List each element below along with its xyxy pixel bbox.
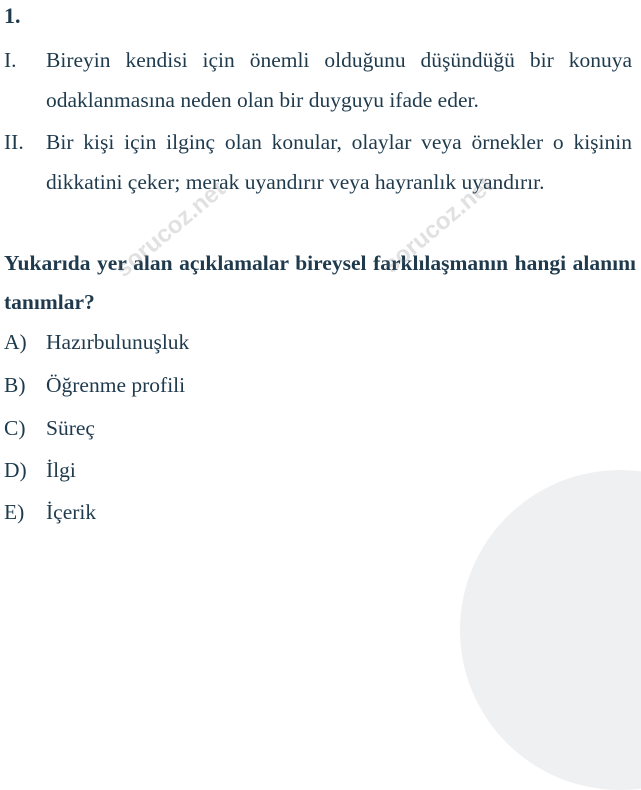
option-c-text: Süreç xyxy=(46,416,95,440)
option-c-letter: C) xyxy=(4,416,26,440)
option-d-letter: D) xyxy=(4,458,27,482)
statement-1-numeral: I. xyxy=(4,48,17,72)
statement-2-text: Bir kişi için ilginç olan konular, olaylar veya örnekler o kişinin dikkatini çeker; merak uyandırır veya hayranlık uyandırır. xyxy=(46,130,632,194)
option-a-letter: A) xyxy=(4,330,27,354)
option-b[interactable] xyxy=(4,370,404,400)
question-stem: Yukarıda yer alan açıklamalar bireysel farklılaşmanın hangi alanını tanımlar? xyxy=(4,251,636,314)
option-e-letter: E) xyxy=(4,500,25,524)
corner-decoration xyxy=(460,470,641,790)
statement-2-numeral: II. xyxy=(4,130,24,154)
option-c[interactable] xyxy=(4,413,404,443)
watermark-right: sorucoz.net xyxy=(378,171,499,279)
watermark-left: sorucoz.net xyxy=(110,175,231,283)
option-b-letter: B) xyxy=(4,373,26,397)
statement-1-text: Bireyin kendisi için önemli olduğunu düşündüğü bir konuya odaklanmasına neden olan bir duyguyu ifade eder. xyxy=(46,48,632,112)
option-d[interactable] xyxy=(4,455,404,485)
option-a[interactable] xyxy=(4,327,404,357)
question-number: 1. xyxy=(4,3,21,28)
option-b-text: Öğrenme profili xyxy=(46,373,186,397)
option-e-text: İçerik xyxy=(46,500,97,524)
statement-2 xyxy=(4,122,632,242)
option-d-text: İlgi xyxy=(46,458,76,482)
option-e[interactable] xyxy=(4,497,404,527)
option-a-text: Hazırbulunuşluk xyxy=(46,330,190,354)
statement-1 xyxy=(4,40,632,120)
